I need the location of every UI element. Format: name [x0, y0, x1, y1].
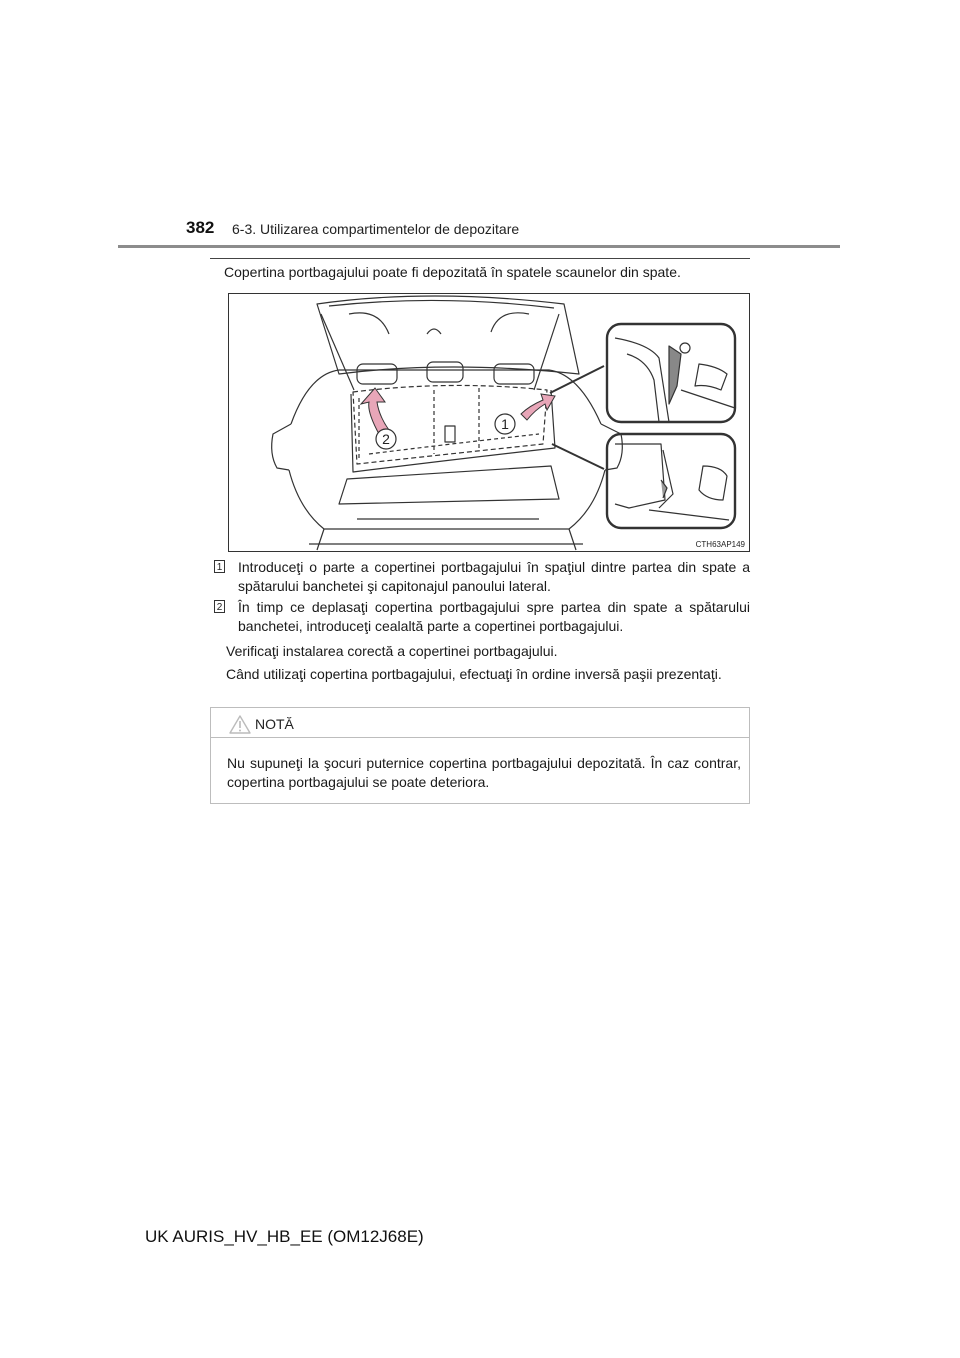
- step-marker-2: 2: [214, 600, 225, 613]
- footer-model-code: UK AURIS_HV_HB_EE (OM12J68E): [145, 1227, 424, 1246]
- note-title: NOTĂ: [255, 716, 294, 732]
- callout-1: 1: [501, 416, 509, 432]
- intro-rule: [210, 258, 750, 259]
- trunk-illustration: [229, 294, 749, 551]
- step-text-2: În timp ce deplasaţi copertina portbagajului spre partea din spate a spătarului banchetei, introduceţi cealaltă parte a copertinei portbagajului.: [238, 599, 750, 634]
- intro-text: Copertina portbagajului poate fi depozitată în spatele scaunelor din spate.: [224, 264, 681, 280]
- section-title: 6-3. Utilizarea compartimentelor de depozitare: [232, 221, 520, 237]
- paragraph-usage: Când utilizaţi copertina portbagajului, efectuaţi în ordine inversă paşii prezentaţi.: [226, 666, 722, 682]
- warning-icon: [229, 715, 251, 734]
- note-header: [211, 708, 749, 738]
- paragraph-verify: Verificaţi instalarea corectă a copertinei portbagajului.: [226, 643, 558, 659]
- arrow-step-1: [521, 394, 555, 420]
- header-rule: [118, 245, 840, 248]
- note-text: Nu supuneţi la şocuri puternice copertina portbagajului depozitată. În caz contrar, copertina portbagajului se poate deteriora.: [227, 755, 741, 790]
- figure-code: CTH63AP149: [695, 540, 745, 549]
- step-text-1: Introduceţi o parte a copertinei portbagajului în spaţiul dintre partea din spate a spătarului banchetei şi capitonajul panoului lateral.: [238, 559, 750, 594]
- page-number: 382: [186, 218, 215, 237]
- note-box: [210, 707, 750, 804]
- illustration-figure: [228, 293, 750, 552]
- step-1: [212, 558, 750, 596]
- callout-2: 2: [382, 431, 390, 447]
- step-marker-1: 1: [214, 560, 225, 573]
- step-2: [212, 598, 750, 636]
- arrow-step-2: [361, 388, 389, 434]
